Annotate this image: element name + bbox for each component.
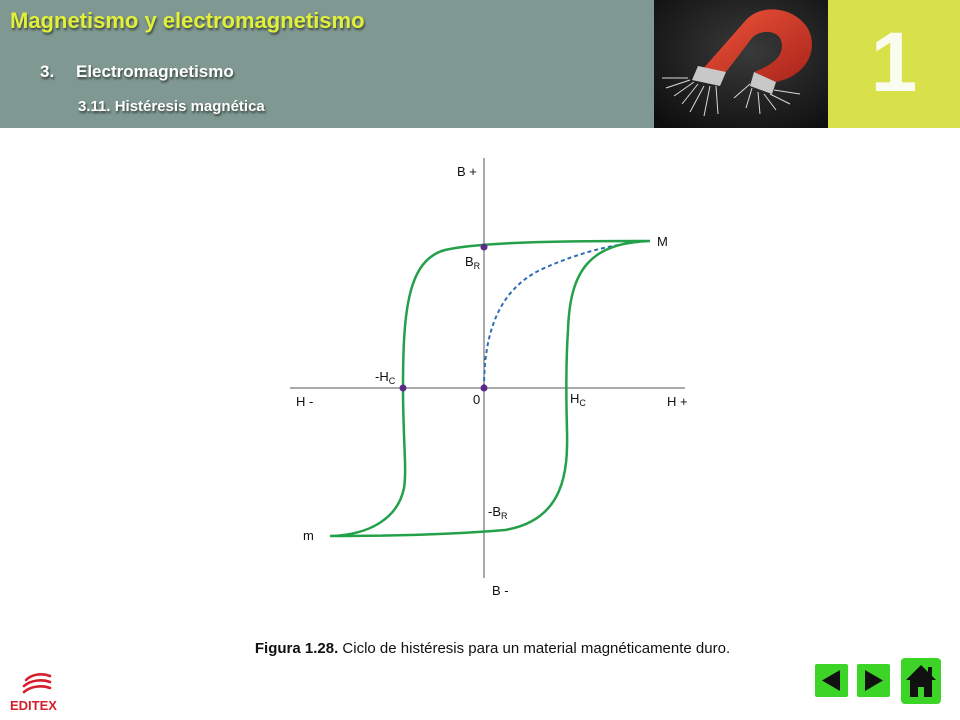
- br-subscript: R: [473, 261, 481, 271]
- neg-br-label: $-B_R$: [488, 504, 508, 521]
- section-number: 3.: [40, 62, 55, 81]
- section-name: Electromagnetismo: [76, 62, 234, 81]
- origin-point: [481, 385, 488, 392]
- figure-label: Figura 1.28.: [254, 640, 339, 657]
- hysteresis-diagram: [0, 128, 960, 628]
- right-arrow-icon: [857, 664, 890, 697]
- chapter-badge: [828, 0, 960, 128]
- main-title: Magnetismo y electromagnetismo: [10, 8, 365, 33]
- neg-hc-subscript: C: [388, 376, 396, 386]
- neg-hc-point: [400, 385, 407, 392]
- logo-text: EDITEX: [10, 698, 57, 713]
- section-title: [40, 62, 234, 82]
- h-minus-label: H -: [296, 394, 314, 409]
- chapter-number: 1: [870, 15, 918, 109]
- magnet-photo: [654, 0, 828, 128]
- home-button[interactable]: [901, 658, 941, 704]
- next-button[interactable]: [857, 664, 890, 697]
- neg-hc-label: $-H_C$: [375, 369, 396, 386]
- subsection-title: 3.11. Histéresis magnética: [78, 98, 265, 115]
- m-lower-label: m: [303, 528, 314, 543]
- home-icon: [901, 658, 941, 704]
- header-bar: [0, 0, 654, 128]
- br-point: [481, 244, 488, 251]
- h-plus-label: H +: [667, 394, 688, 409]
- hc-label: $H_C$: [570, 391, 586, 408]
- editex-logo: [8, 668, 72, 714]
- origin-label: 0: [473, 392, 481, 407]
- left-arrow-icon: [815, 664, 848, 697]
- m-upper-label: M: [657, 234, 668, 249]
- hc-subscript: C: [579, 398, 586, 408]
- previous-button[interactable]: [815, 664, 848, 697]
- neg-br-subscript: R: [501, 511, 508, 521]
- br-label: $B_R$: [465, 254, 481, 271]
- figure-text: Ciclo de histéresis para un material magnéticamente duro.: [338, 640, 731, 657]
- b-minus-label: B -: [492, 583, 509, 598]
- figure-caption: [0, 640, 960, 657]
- b-plus-label: B +: [457, 164, 477, 179]
